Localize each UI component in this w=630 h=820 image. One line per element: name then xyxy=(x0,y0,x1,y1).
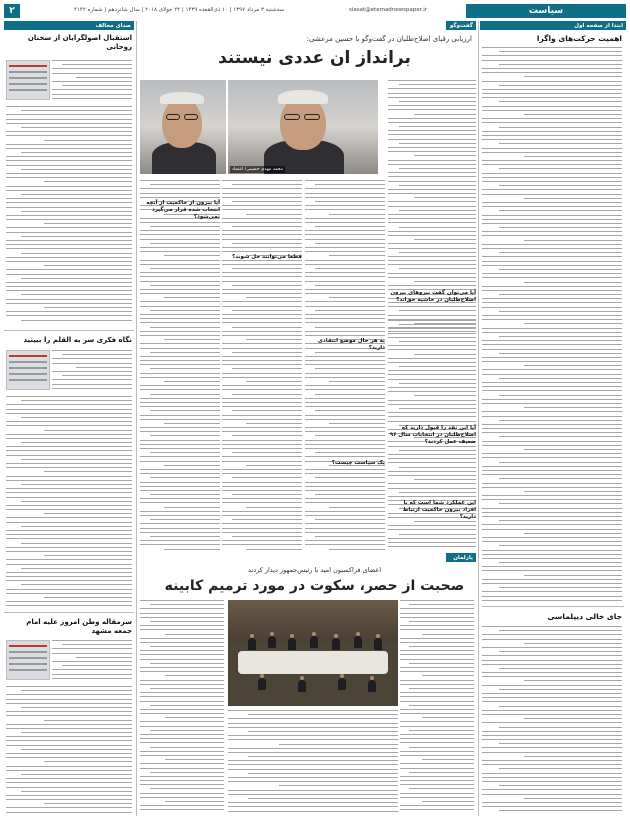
bottom-headline: صحبت از حصر، سکوت در مورد ترمیم کابینه xyxy=(164,578,465,594)
right-column-subtitle: جای خالی دیپلماسی xyxy=(547,612,622,621)
page-header xyxy=(4,4,626,18)
bottom-column-head: پارلمان xyxy=(446,553,476,562)
pull-quote: آیا می‌توان گفت نیروهای بیرون اصلاح‌طلبان در حاشیه حق‌اند؟ xyxy=(390,290,476,303)
main-text-col-2 xyxy=(305,180,385,550)
main-text-col-3 xyxy=(222,180,302,550)
section-title: سیاست xyxy=(466,4,626,18)
divider xyxy=(4,612,134,613)
bottom-kicker: اعضای فراکسیون امید با رئیس‌جمهور دیدار کردند xyxy=(247,566,382,574)
center-column-head: گفت‌وگو xyxy=(446,21,476,30)
left-text-a xyxy=(52,60,132,102)
left-text-d xyxy=(6,396,132,606)
left-text-c xyxy=(52,350,132,392)
dateline: سه‌شنبه ۳ مرداد ۱۳۹۷ | ۱۰ ذی‌القعده ۱۴۳۹ | ۲۴ جولای ۲۰۱۸ | سال شانزدهم | شماره ۴۱۴۲ xyxy=(74,7,285,13)
newspaper-thumbnail xyxy=(6,60,50,100)
main-headline: برانداز ان عددی نیستند xyxy=(218,48,411,68)
pull-quote: آیا بیرون از حاکمیت از آنچه انتخاب شده قرار می‌گیرد نمی‌شود؟ xyxy=(146,200,220,220)
pull-quote: قطعا می‌توانند حل شوند؟ xyxy=(232,254,302,260)
divider xyxy=(482,606,624,607)
newspaper-thumbnail xyxy=(6,350,50,390)
column-rule xyxy=(478,21,479,816)
left-column-head: صدای مخالف xyxy=(4,21,134,30)
bottom-text-under-photo xyxy=(228,710,398,814)
left-text-b xyxy=(6,106,132,322)
pull-quote: این عملکرد شما است که با افراد بیرون حاکمیت ارتباط دارید؟ xyxy=(402,500,476,520)
left-text-f xyxy=(6,686,132,814)
left-column-title-1: استقبال اصولگرایان از سخنان روحانی xyxy=(27,34,132,51)
right-column-title: اهمیت حرکت‌های واگرا xyxy=(536,34,622,43)
pull-quote: یک سیاست چیست؟ xyxy=(331,460,385,466)
bottom-text-col-2 xyxy=(140,600,224,814)
pull-quote: آیا این نقد را قبول دارید که اصلاح‌طلبان در انتخابات سال ۹۶ ضعیف عمل کردند؟ xyxy=(389,425,476,445)
main-text-col-4 xyxy=(140,80,220,550)
right-column-text-2 xyxy=(482,626,622,814)
bottom-text-col-1 xyxy=(400,600,474,814)
right-column-text xyxy=(482,47,622,602)
left-text-e xyxy=(52,640,132,682)
interview-photo xyxy=(228,80,378,174)
page-number: ۲ xyxy=(4,4,20,18)
main-kicker: ارزیابی رقبای اصلاح‌طلبان در گفت‌وگو با حسین مرعشی: xyxy=(306,35,472,43)
column-rule xyxy=(136,21,137,816)
left-column-title-3: سرمقاله وطن امروز علیه امام جمعه مشهد xyxy=(26,618,132,635)
meeting-photo xyxy=(228,600,398,706)
pull-quote: به هر حال موضع انتقادی دارید؟ xyxy=(317,338,385,351)
divider xyxy=(4,330,134,331)
site-email: siasat@etemadnewspaper.ir xyxy=(349,7,428,13)
newspaper-thumbnail xyxy=(6,640,50,680)
photo-caption: محمد مهدی حسینی/ اعتماد xyxy=(232,167,283,172)
right-column-head: ابتدا از صفحه اول xyxy=(480,21,626,30)
left-column-title-2: نگاه فکری سر به القلم را ببینید xyxy=(23,336,132,344)
